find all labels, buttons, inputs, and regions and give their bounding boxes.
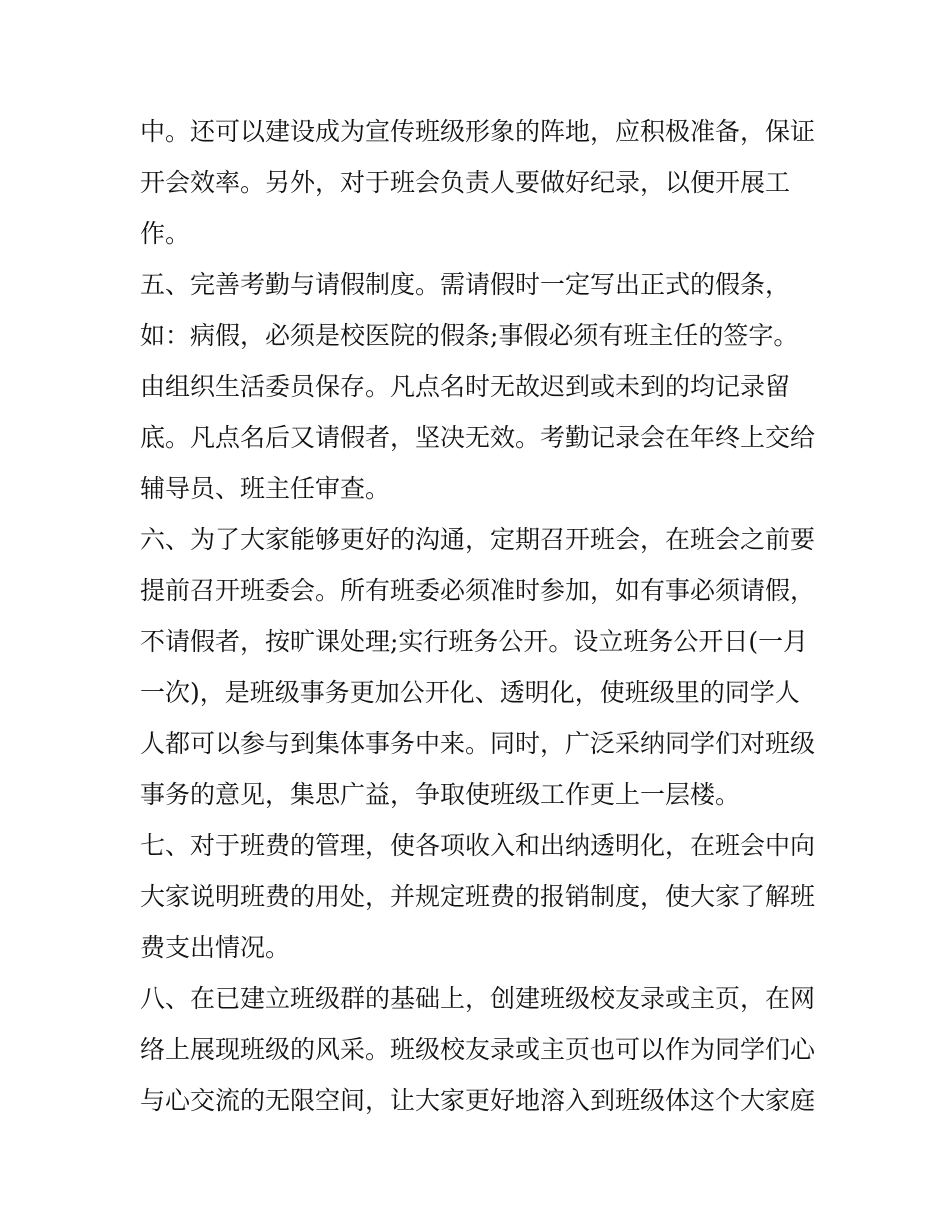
text-line: 底。凡点名后又请假者，坚决无效。考勤记录会在年终上交给 — [140, 423, 816, 452]
text-line: 中。还可以建设成为宣传班级形象的阵地，应积极准备，保证 — [140, 117, 816, 146]
text-line: 提前召开班委会。所有班委必须准时参加，如有事必须请假， — [140, 576, 816, 605]
text-line: 辅导员、班主任审查。 — [140, 474, 391, 503]
document-body — [140, 106, 830, 1126]
text-line: 络上展现班级的风采。班级校友录或主页也可以作为同学们心 — [140, 1035, 816, 1064]
text-line: 五、完善考勤与请假制度。需请假时一定写出正式的假条， — [140, 270, 791, 299]
text-line: 八、在已建立班级群的基础上，创建班级校友录或主页，在网 — [140, 984, 816, 1013]
text-line: 开会效率。另外，对于班会负责人要做好纪录，以便开展工 — [140, 168, 791, 197]
text-line: 作。 — [140, 219, 191, 248]
text-line: 费支出情况。 — [140, 933, 291, 962]
text-line: 一次)，是班级事务更加公开化、透明化，使班级里的同学人 — [140, 678, 800, 707]
text-line: 六、为了大家能够更好的沟通，定期召开班会，在班会之前要 — [140, 525, 816, 554]
text-line: 人都可以参与到集体事务中来。同时，广泛采纳同学们对班级 — [140, 729, 816, 758]
text-line: 大家说明班费的用处，并规定班费的报销制度，使大家了解班 — [140, 882, 816, 911]
text-line: 事务的意见，集思广益，争取使班级工作更上一层楼。 — [140, 780, 741, 809]
text-line: 不请假者，按旷课处理;实行班务公开。设立班务公开日(一月 — [140, 627, 809, 656]
text-line: 由组织生活委员保存。凡点名时无故迟到或未到的均记录留 — [140, 372, 791, 401]
text-line: 如：病假，必须是校医院的假条;事假必须有班主任的签字。 — [140, 321, 799, 350]
text-line: 与心交流的无限空间，让大家更好地溶入到班级体这个大家庭 — [140, 1086, 816, 1115]
text-line: 七、对于班费的管理，使各项收入和出纳透明化，在班会中向 — [140, 831, 816, 860]
